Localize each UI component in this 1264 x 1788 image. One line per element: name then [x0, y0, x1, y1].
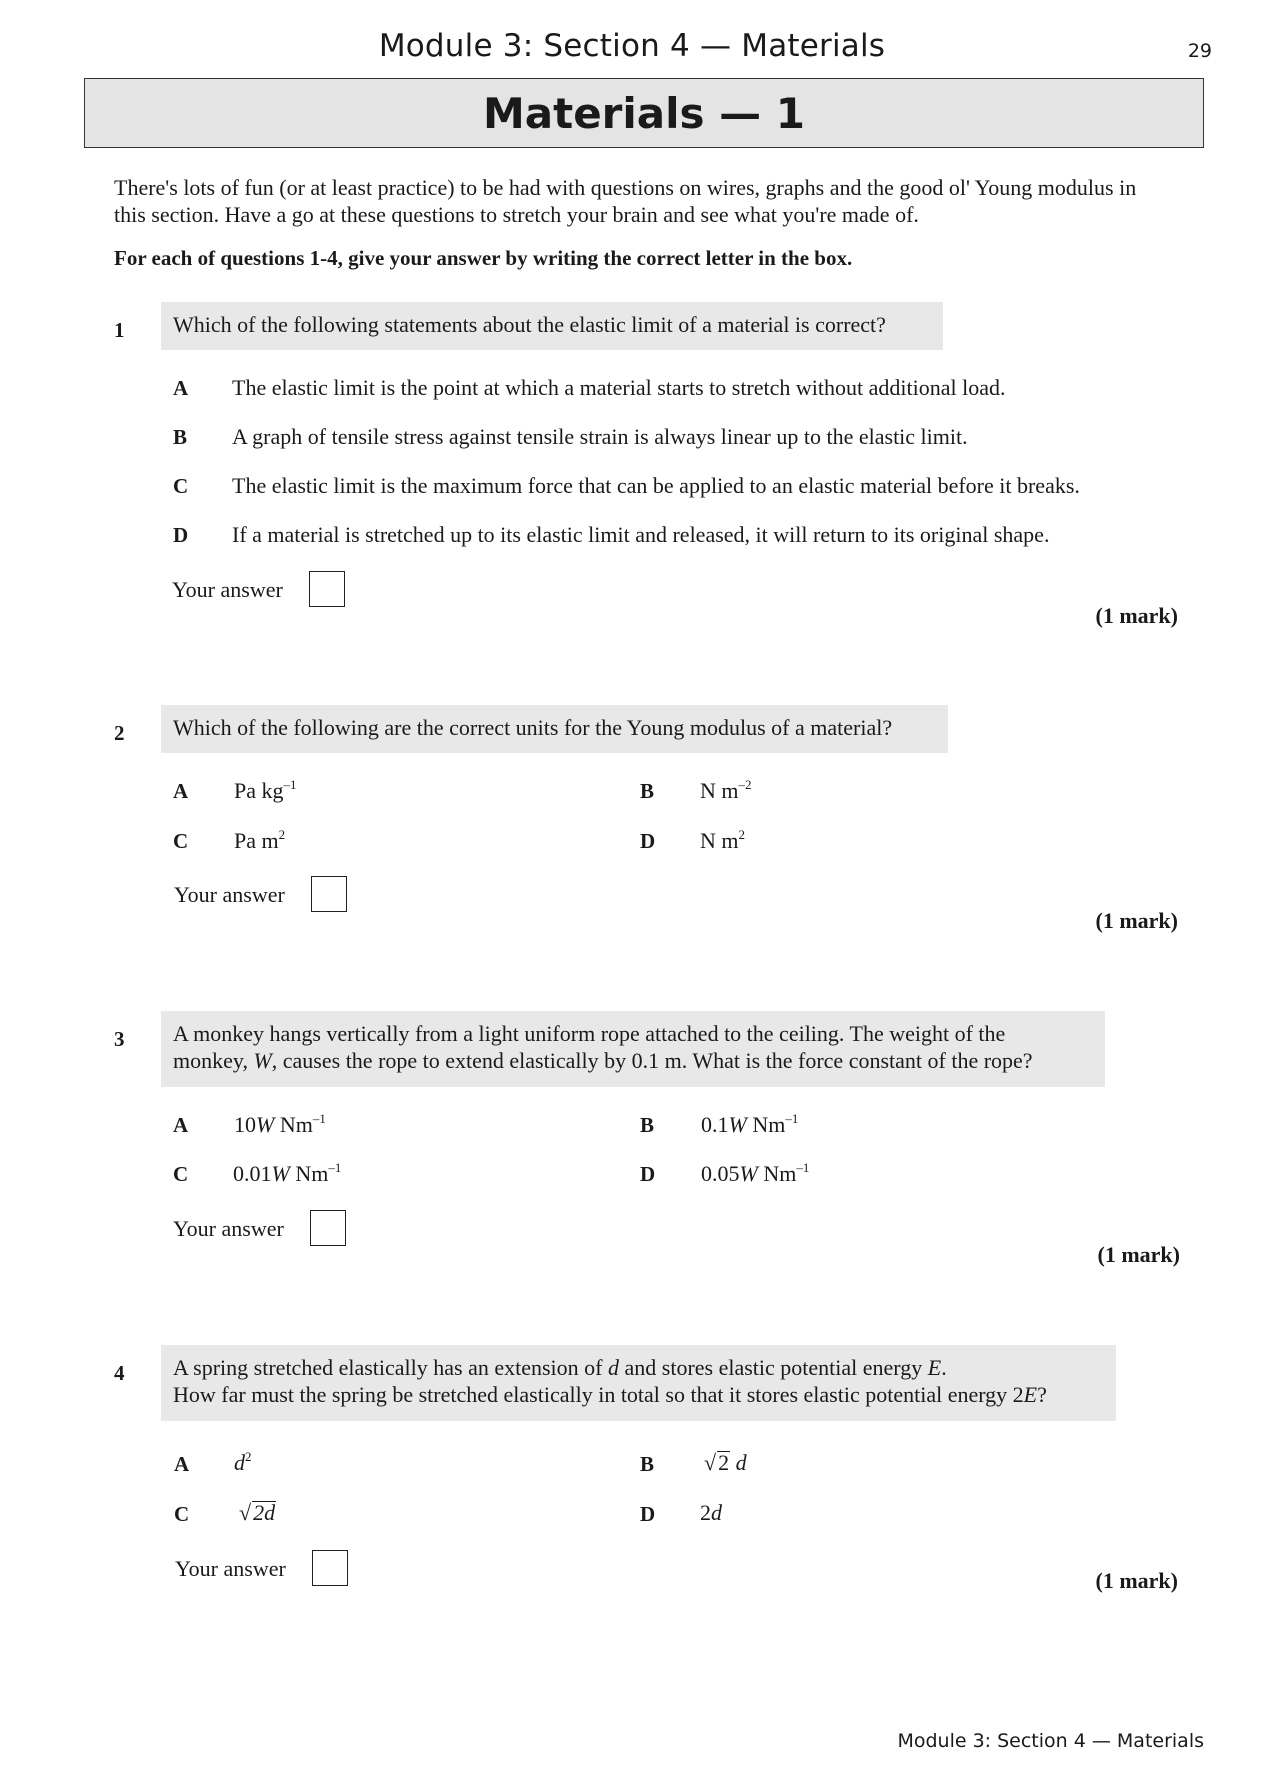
- q3-option-a-text: 10W $Nm^{-1}$: [234, 1111, 326, 1137]
- q2-option-b-text: N $m^{-2}$: [700, 777, 752, 803]
- q3-option-b-text: 0.1W $Nm^{-1}$: [701, 1111, 799, 1137]
- intro-paragraph: There's lots of fun (or at least practice) to be had with questions on wires, graphs and the good ol' Young modulus in this section. Have a go at these questions to stretch your brain and see what you're made of.: [114, 175, 1137, 227]
- q3-option-d-letter: D: [640, 1162, 656, 1186]
- question-2-number: 2: [114, 721, 125, 745]
- question-4-number: 4: [114, 1361, 125, 1385]
- q4-option-d-text: 2d: [700, 1500, 722, 1525]
- q3-option-a-letter: A: [173, 1113, 189, 1137]
- q4-option-c-letter: C: [174, 1502, 190, 1526]
- q3-answer-label: Your answer: [173, 1216, 284, 1241]
- q2-option-a-letter: A: [173, 779, 189, 803]
- q2-option-d-text: N $m^2$: [700, 827, 745, 853]
- q4-option-b-letter: B: [640, 1452, 655, 1476]
- q1-answer-box[interactable]: [309, 571, 345, 607]
- question-4-text: [161, 1345, 1116, 1421]
- question-2-text: Which of the following are the correct units for the Young modulus of a material?: [161, 705, 948, 753]
- q3-answer-box[interactable]: [310, 1210, 346, 1246]
- question-3-number: 3: [114, 1027, 125, 1051]
- q1-option-c-text: The elastic limit is the maximum force that can be applied to an elastic material before it breaks.: [232, 473, 1080, 498]
- q1-answer-label: Your answer: [172, 577, 283, 602]
- q2-option-c-letter: C: [173, 829, 189, 853]
- question-1-number: 1: [114, 318, 125, 342]
- q2-answer-label: Your answer: [174, 882, 285, 907]
- q2-option-b-letter: B: [640, 779, 655, 803]
- question-4-line-2: How far must the spring be stretched elastically in total so that it stores elastic potential energy 2E?: [173, 1382, 1047, 1407]
- question-4-line-1: A spring stretched elastically has an extension of d and stores elastic potential energy E.: [173, 1355, 947, 1380]
- q1-option-c-letter: C: [173, 474, 189, 498]
- question-3-line-1: A monkey hangs vertically from a light uniform rope attached to the ceiling. The weight of the: [173, 1021, 1006, 1046]
- q4-option-a-letter: A: [174, 1452, 190, 1476]
- q4-option-a-text: $d^2$: [234, 1449, 252, 1475]
- instruction-text: For each of questions 1-4, give your answer by writing the correct letter in the box.: [114, 246, 853, 270]
- running-header: Module 3: Section 4 — Materials: [378, 28, 886, 64]
- q1-option-d-text: If a material is stretched up to its elastic limit and released, it will return to its original shape.: [232, 522, 1050, 547]
- q1-option-b-letter: B: [173, 425, 188, 449]
- q2-answer-box[interactable]: [311, 876, 347, 912]
- radical-sign: √: [704, 1450, 717, 1475]
- question-1-text: Which of the following statements about the elastic limit of a material is correct?: [161, 302, 943, 350]
- question-3-text: [161, 1011, 1105, 1087]
- q3-option-c-letter: C: [173, 1162, 189, 1186]
- q1-option-a-text: The elastic limit is the point at which a material starts to stretch without additional load.: [232, 375, 1006, 400]
- q2-option-d-letter: D: [640, 829, 656, 853]
- q3-mark: (1 mark): [1097, 1242, 1180, 1267]
- q3-option-b-letter: B: [640, 1113, 655, 1137]
- q1-option-b-text: A graph of tensile stress against tensile strain is always linear up to the elastic limit.: [232, 424, 968, 449]
- q4-answer-label: Your answer: [175, 1556, 286, 1581]
- q1-option-a-letter: A: [173, 376, 189, 400]
- q2-mark: (1 mark): [1095, 908, 1178, 933]
- q4-option-d-letter: D: [640, 1502, 656, 1526]
- q2-option-a-text: Pa $kg^{-1}$: [234, 777, 297, 803]
- page-title: Materials — 1: [482, 89, 805, 138]
- q4-option-b-text: √2 d: [704, 1450, 747, 1475]
- q1-mark: (1 mark): [1095, 603, 1178, 628]
- q1-option-d-letter: D: [173, 523, 189, 547]
- q3-option-d-text: 0.05W $Nm^{-1}$: [701, 1160, 810, 1186]
- q4-mark: (1 mark): [1095, 1568, 1178, 1593]
- q4-answer-box[interactable]: [312, 1550, 348, 1586]
- q3-option-c-text: 0.01W $Nm^{-1}$: [233, 1160, 342, 1186]
- running-footer: Module 3: Section 4 — Materials: [897, 1730, 1204, 1752]
- q2-option-c-text: Pa $m^2$: [234, 827, 286, 853]
- question-3-line-2: monkey, W, causes the rope to extend elastically by 0.1 m. What is the force constant of the rope?: [173, 1048, 1033, 1073]
- title-banner: [84, 78, 1204, 148]
- q4-option-c-text: √2d: [239, 1500, 276, 1525]
- page-number: 29: [1187, 40, 1212, 62]
- radical-sign: √: [239, 1500, 252, 1525]
